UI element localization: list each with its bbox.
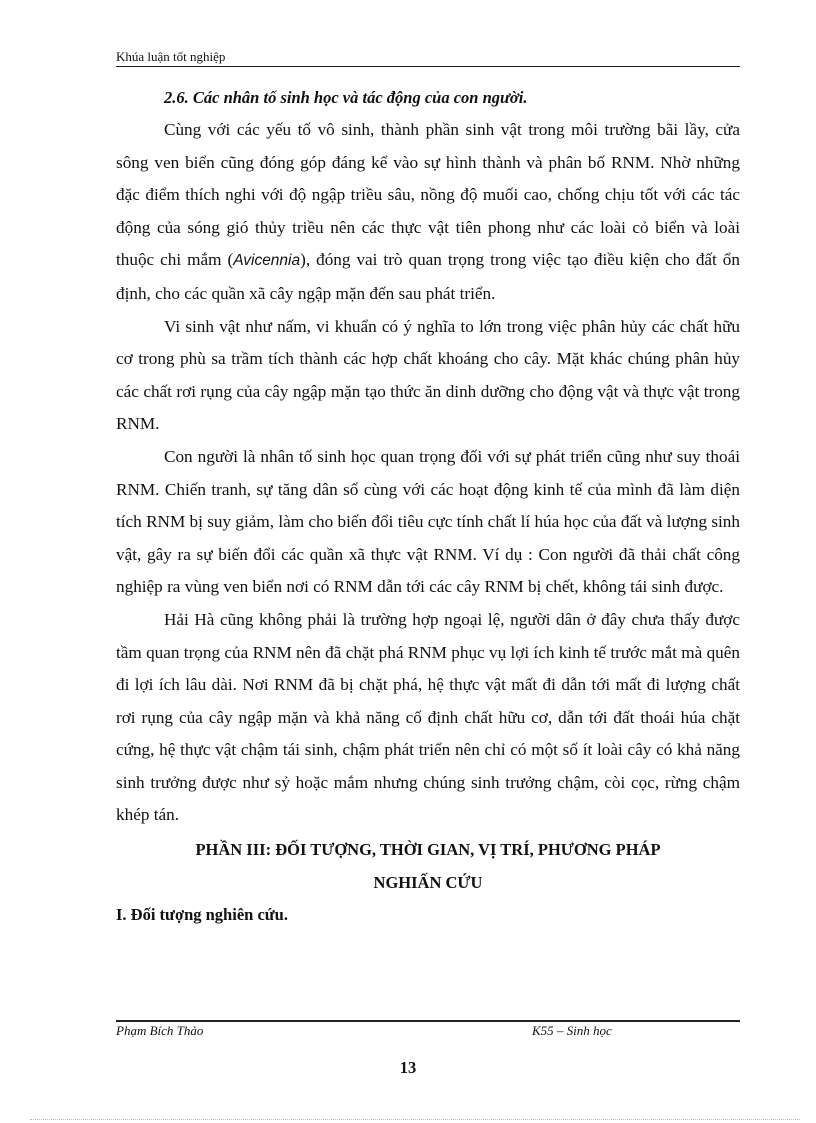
part-heading [116,832,740,899]
part-heading-line-1: PHẦN III: ĐỐI TƯỢNG, THỜI GIAN, VỊ TRÍ, PHƯƠNG PHÁP [195,840,661,860]
subsection-heading: I. Đối tượng nghiên cứu. [116,905,288,925]
footer-author: Phạm Bích Thảo [116,1023,204,1038]
footer-divider [116,1020,740,1022]
paragraph-3: Con người là nhân tố sinh học quan trọng đối với sự phát triển cũng như suy thoái RNM. Chiến tranh, sự tăng dân số cùng với các hoạt động kinh tế của mình đã làm diện tích RNM bị suy giảm, làm cho biến đổi tiêu cực tính chất lí húa học của đất và lượng sinh vật, gây ra sự biến đổi các quần xã thực vật RNM. Ví dụ : Con người đã thải chất công nghiệp ra vùng ven biển nơi có RNM dẫn tới các cây RNM bị chết, không tái sinh được. [116,446,740,597]
paragraph-4: Hải Hà cũng không phải là trường hợp ngoại lệ, người dân ở đây chưa thấy được tầm quan trọng của RNM nên đã chặt phá RNM phục vụ lợi ích kinh tế trước mắt mà quên đi lợi ích lâu dài. Nơi RNM đã bị chặt phá, hệ thực vật mất đi dẫn tới mất đi lượng chất rơi rụng của cây ngập mặn và khả năng cố định chất hữu cơ, dẫn tới đất thoái húa chặt cứng, hệ thực vật chậm tái sinh, chậm phát triển nên chỉ có một số ít loài cây có khả năng sinh trưởng được như sỷ hoặc mắm nhưng chúng sinh trưởng chậm, còi cọc, rừng chậm khép tán. [116,609,740,825]
paragraph-1-text-before: Cùng với các yếu tố vô sinh, thành phần sinh vật trong môi trường bãi lầy, cửa sông ven biển cũng đóng góp đáng kể vào sự hình thành và phân bố RNM. Nhờ những đặc điểm thích nghi với độ ngập triều sâu, nồng độ muối cao, chống chịu tốt với các tác động của sóng gió thủy triều nên các thực vật tiên phong như các loài cỏ biển và loài thuộc chi mắm ( [116,120,740,270]
paragraph-1-genus-name: Avicennia [233,252,301,270]
document-body [116,82,740,931]
header-title: Khúa luận tốt nghiệp [116,49,226,64]
page-bottom-border [30,1119,800,1120]
page-number: 13 [399,1058,417,1077]
part-heading-line-2: NGHIẤN CỨU [373,872,483,892]
footer-class: K55 – Sinh học [532,1023,612,1038]
paragraph-1 [116,114,740,311]
header-divider [116,66,740,67]
section-heading: 2.6. Các nhân tố sinh học và tác động của con người. [164,88,528,107]
paragraph-1-text-after: ), đóng vai trò quan trọng trong việc tạo điều kiện cho đất ổn định, cho các quần xã cây ngập mặn đến sau phát triển. [116,250,740,303]
paragraph-2: Vi sinh vật như nấm, vi khuẩn có ý nghĩa to lớn trong việc phân hủy các chất hữu cơ trong phù sa trầm tích thành các hợp chất khoáng cho cây. Mặt khác chúng phân hủy các chất rơi rụng của cây ngập mặn tạo thức ăn dinh dưỡng cho động vật và thực vật trong RNM. [116,316,740,434]
